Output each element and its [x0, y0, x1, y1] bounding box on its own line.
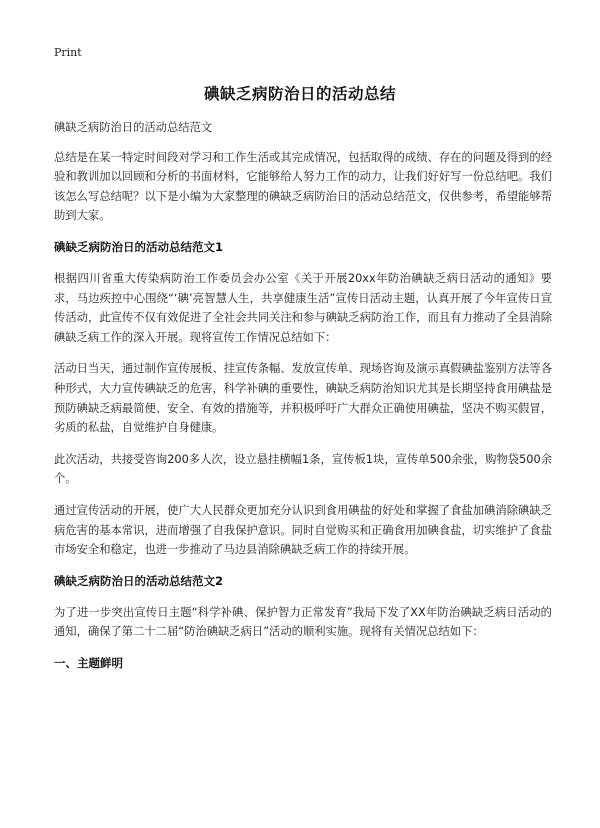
article-body: [54, 118, 552, 685]
section1-heading: 碘缺乏病防治日的活动总结范文1: [54, 239, 223, 254]
section1-paragraph: 根据四川省重大传染病防治工作委员会办公室《关于开展20xx年防治碘缺乏病日活动的通知》要求，马边疾控中心围绕“‘碘’亮智慧人生，共享健康生活”宣传日活动主题，认真开展了今年宣传日宣传活动，此宣传不仅有效促进了全社会共同关注和参与碘缺乏病防治工作，而且有力推动了全县消除碘缺乏病工作的深入开展。现将宣传工作情况总结如下：: [54, 271, 552, 344]
article-subtitle: 碘缺乏病防治日的活动总结范文: [54, 121, 213, 134]
section2-paragraph: 为了进一步突出宣传日主题“科学补碘、保护智力正常发育”我局下发了XX年防治碘缺乏病日活动的通知，确保了第二十二届“防治碘缺乏病日”活动的顺利实施。现将有关情况总结如下：: [54, 605, 552, 639]
print-link[interactable]: Print: [54, 46, 82, 59]
section1-paragraph: 活动日当天，通过制作宣传展板、挂宣传条幅、发放宣传单、现场咨询及演示真假碘盐鉴别方法等各种形式，大力宣传碘缺乏的危害，科学补碘的重要性，碘缺乏病防治知识尤其是长期坚持食用碘盐是预防碘缺乏病最简便、安全、有效的措施等，并积极呼吁广大群众正确使用碘盐，坚决不购买假冒，劣质的私盐，自觉维护自身健康。: [54, 362, 552, 435]
page-title: 碘缺乏病防治日的活动总结: [203, 85, 396, 103]
section1-paragraph: 通过宣传活动的开展，使广大人民群众更加充分认识到食用碘盐的好处和掌握了食盐加碘消除碘缺乏病危害的基本常识，进而增强了自我保护意识。同时自觉购买和正确食用加碘食盐，切实维护了食盐市场安全和稳定，也进一步推动了马边县消除碘缺乏病工作的持续开展。: [54, 503, 552, 557]
section2-subheading: 一、主题鲜明: [54, 655, 123, 670]
section2-heading: 碘缺乏病防治日的活动总结范文2: [54, 573, 223, 588]
section1-paragraph: 此次活动，共接受咨询200多人次，设立悬挂横幅1条，宣传板1块，宣传单500余张，购物袋500余个。: [54, 452, 552, 486]
intro-paragraph: 总结是在某一特定时间段对学习和工作生活或其完成情况，包括取得的成绩、存在的问题及得到的经验和教训加以回顾和分析的书面材料，它能够给人努力工作的动力，让我们好好写一份总结吧。我们该怎么写总结呢？以下是小编为大家整理的碘缺乏病防治日的活动总结范文，仅供参考，希望能够帮助到大家。: [54, 150, 552, 223]
